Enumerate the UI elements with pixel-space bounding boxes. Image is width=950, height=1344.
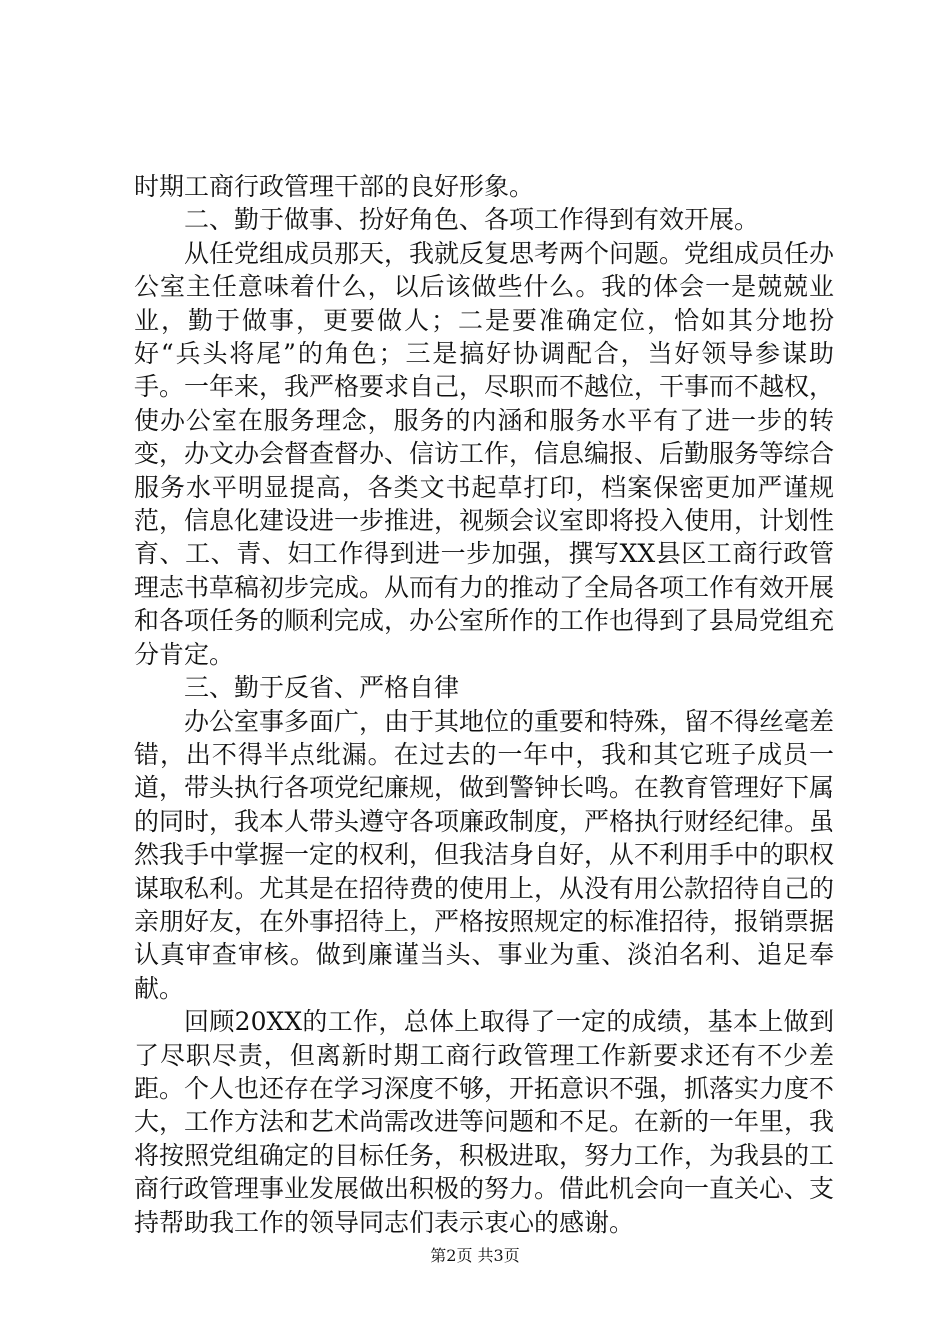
page-number: 第2页 共3页 [430, 1246, 520, 1265]
paragraph: 从任党组成员那天，我就反复思考两个问题。党组成员任办公室主任意味着什么，以后该做些什么。我的体会一是兢兢业业，勤于做事，更要做人；二是要准确定位，恰如其分地扮好“兵头将尾”的角色；三是搞好协调配合，当好领导参谋助手。一年来，我严格要求自己，尽职而不越位，干事而不越权，使办公室在服务理念，服务的内涵和服务水平有了进一步的转变，办文办会督查督办、信访工作，信息编报、后勤服务等综合服务水平明显提高，各类文书起草打印，档案保密更加严谨规范，信息化建设进一步推进，视频会议室即将投入使用，计划性育、工、青、妇工作得到进一步加强，撰写XX县区工商行政管理志书草稿初步完成。从而有力的推动了全局各项工作有效开展和各项任务的顺利完成，办公室所作的工作也得到了县局党组充分肯定。 [134, 238, 835, 669]
section-heading-2: 二、勤于做事、扮好角色、各项工作得到有效开展。 [184, 205, 760, 235]
paragraph-continuation: 时期工商行政管理干部的良好形象。 [134, 172, 535, 201]
section-heading-3: 三、勤于反省、严格自律 [184, 673, 460, 703]
paragraph: 办公室事多面广，由于其地位的重要和特殊，留不得丝毫差错，出不得半点纰漏。在过去的一年中，我和其它班子成员一道，带头执行各项党纪廉规，做到警钟长鸣。在教育管理好下属的同时，我本人带头遵守各项廉政制度，严格执行财经纪律。虽然我手中掌握一定的权利，但我洁身自好，从不利用手中的职权谋取私利。尤其是在招待费的使用上，从没有用公款招待自己的亲朋好友，在外事招待上，严格按照规定的标准招待，报销票据认真审查审核。做到廉谨当头、事业为重、淡泊名利、追足奉献。 [134, 706, 835, 1003]
paragraph: 回顾20XX的工作，总体上取得了一定的成绩，基本上做到了尽职尽责，但离新时期工商行政管理工作新要求还有不少差距。个人也还存在学习深度不够，开拓意识不强，抓落实力度不大，工作方法和艺术尚需改进等问题和不足。在新的一年里，我将按照党组确定的目标任务，积极进取，努力工作，为我县的工商行政管理事业发展做出积极的努力。借此机会向一直关心、支持帮助我工作的领导同志们表示衷心的感谢。 [134, 1007, 835, 1237]
page-footer [0, 1243, 950, 1266]
document-body [134, 170, 834, 1239]
